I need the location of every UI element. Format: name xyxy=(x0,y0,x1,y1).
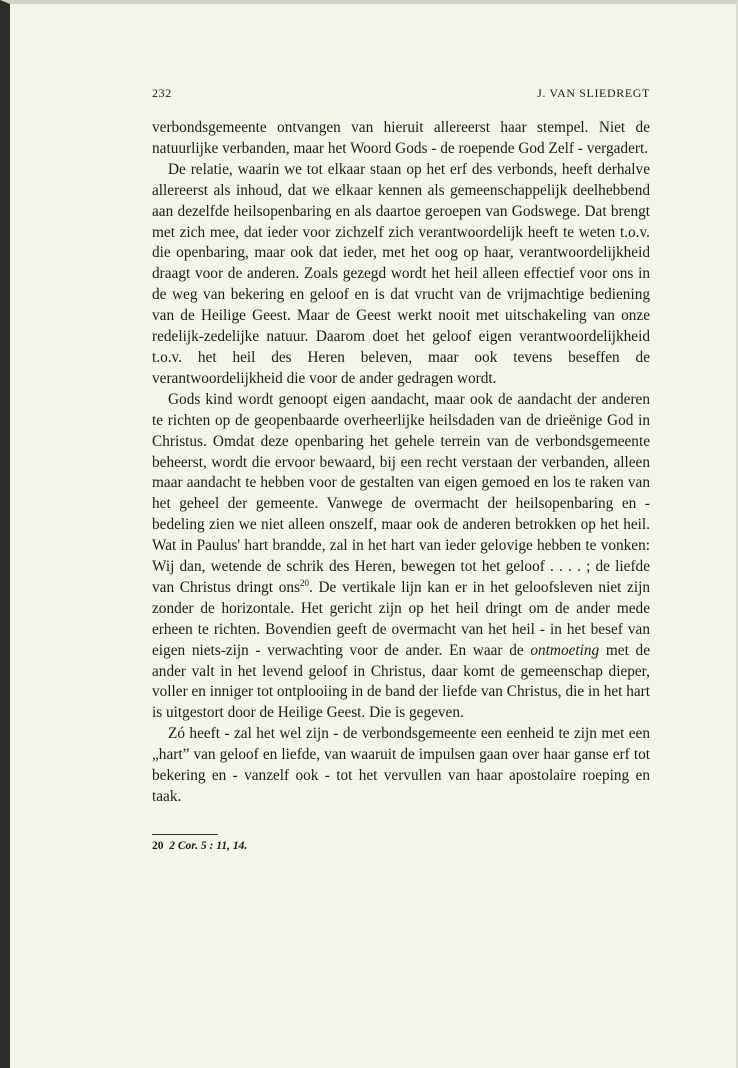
header-author: J. VAN SLIEDREGT xyxy=(537,86,650,100)
paragraph-3-text: Gods kind wordt genoopt eigen aandacht, maar ook de aandacht der anderen te richten op de geopenbaarde overheerlijke heilsdaden van de drieënige God in Christus. Omdat deze openbaring het gehele terrein van de verbondsgemeente beheerst, wordt die ervoor bewaard, bij een recht verstaan der verbanden, alleen maar aandacht te hebben voor de gestalten van eigen gemoed en los te raken van het geheel der gemeente. Vanwege de overmacht der heilsopenbaring en -bedeling zien we niet alleen onszelf, maar ook de anderen betrokken op het heil. Wat in Paulus' hart brandde, zal in het hart van ieder gelovige hebben te vonken: Wij dan, wetende de schrik des Heren, bewegen tot het geloof . . . . ; de liefde van Christus dringt ons xyxy=(152,390,650,596)
footnote-divider xyxy=(152,834,218,835)
footnote xyxy=(152,840,650,852)
paragraph-3-text-end: met de ander valt in het levend geloof in Christus, daar komt de gemeenschap dieper, voller en inniger tot ontplooiing in de band der liefde van Christus, die in het hart is uitgestort door de Heilige Geest. Die is gegeven. xyxy=(152,641,650,722)
body-text xyxy=(152,118,650,808)
footnote-number: 20 xyxy=(152,839,164,852)
footnote-reference: 2 Cor. 5 : 11, 14. xyxy=(169,839,248,852)
paragraph-1: verbondsgemeente ontvangen van hieruit allereerst haar stempel. Niet de natuurlijke verbanden, maar het Woord Gods - de roepende God Zelf - vergadert. xyxy=(152,119,650,157)
page-number: 232 xyxy=(152,86,172,100)
paragraph-3-text-after: . De vertikale lijn kan er in het geloofsleven niet zijn zonder de horizontale. Het gericht zijn op het heil dringt om de ander mede erheen te richten. Bovendien geeft de overmacht van het heil - in het besef van eigen niets-zijn - verwachting voor de ander. En waar de xyxy=(152,578,650,659)
paragraph-2: De relatie, waarin we tot elkaar staan op het erf des verbonds, heeft derhalve allereerst als inhoud, dat we elkaar kennen als gemeenschappelijk deelhebbend aan dezelfde heilsopenbaring en als daartoe geroepen van Godswege. Dat brengt met zich mee, dat ieder voor zichzelf zich verantwoordelijk heeft te weten t.o.v. die openbaring, maar ook dat ieder, met het oog op haar, verantwoordelijkheid draagt voor de anderen. Zoals gezegd wordt het heil alleen effectief voor ons in de weg van bekering en geloof en is dat vrucht van de vrijmachtige bediening van de Heilige Geest. Maar de Geest werkt nooit met uitschakeling van onze redelijk-zedelijke natuur. Daarom doet het geloof eigen verantwoordelijkheid t.o.v. het heil des Heren beleven, maar ook tevens beseffen de verantwoordelijkheid die voor de ander gedragen wordt. xyxy=(152,160,650,387)
running-header xyxy=(152,86,650,106)
paragraph-3 xyxy=(152,390,650,725)
footnote-mark: 20 xyxy=(299,577,309,588)
book-page xyxy=(152,86,650,852)
emphasis-word: ontmoeting xyxy=(530,641,600,659)
paragraph-4: Zó heeft - zal het wel zijn - de verbondsgemeente een eenheid te zijn met een „hart” van geloof en liefde, van waaruit de impulsen gaan over haar ganse erf tot bekering en - vanzelf ook - tot het vervullen van haar apostolaire roeping en taak. xyxy=(152,725,650,805)
